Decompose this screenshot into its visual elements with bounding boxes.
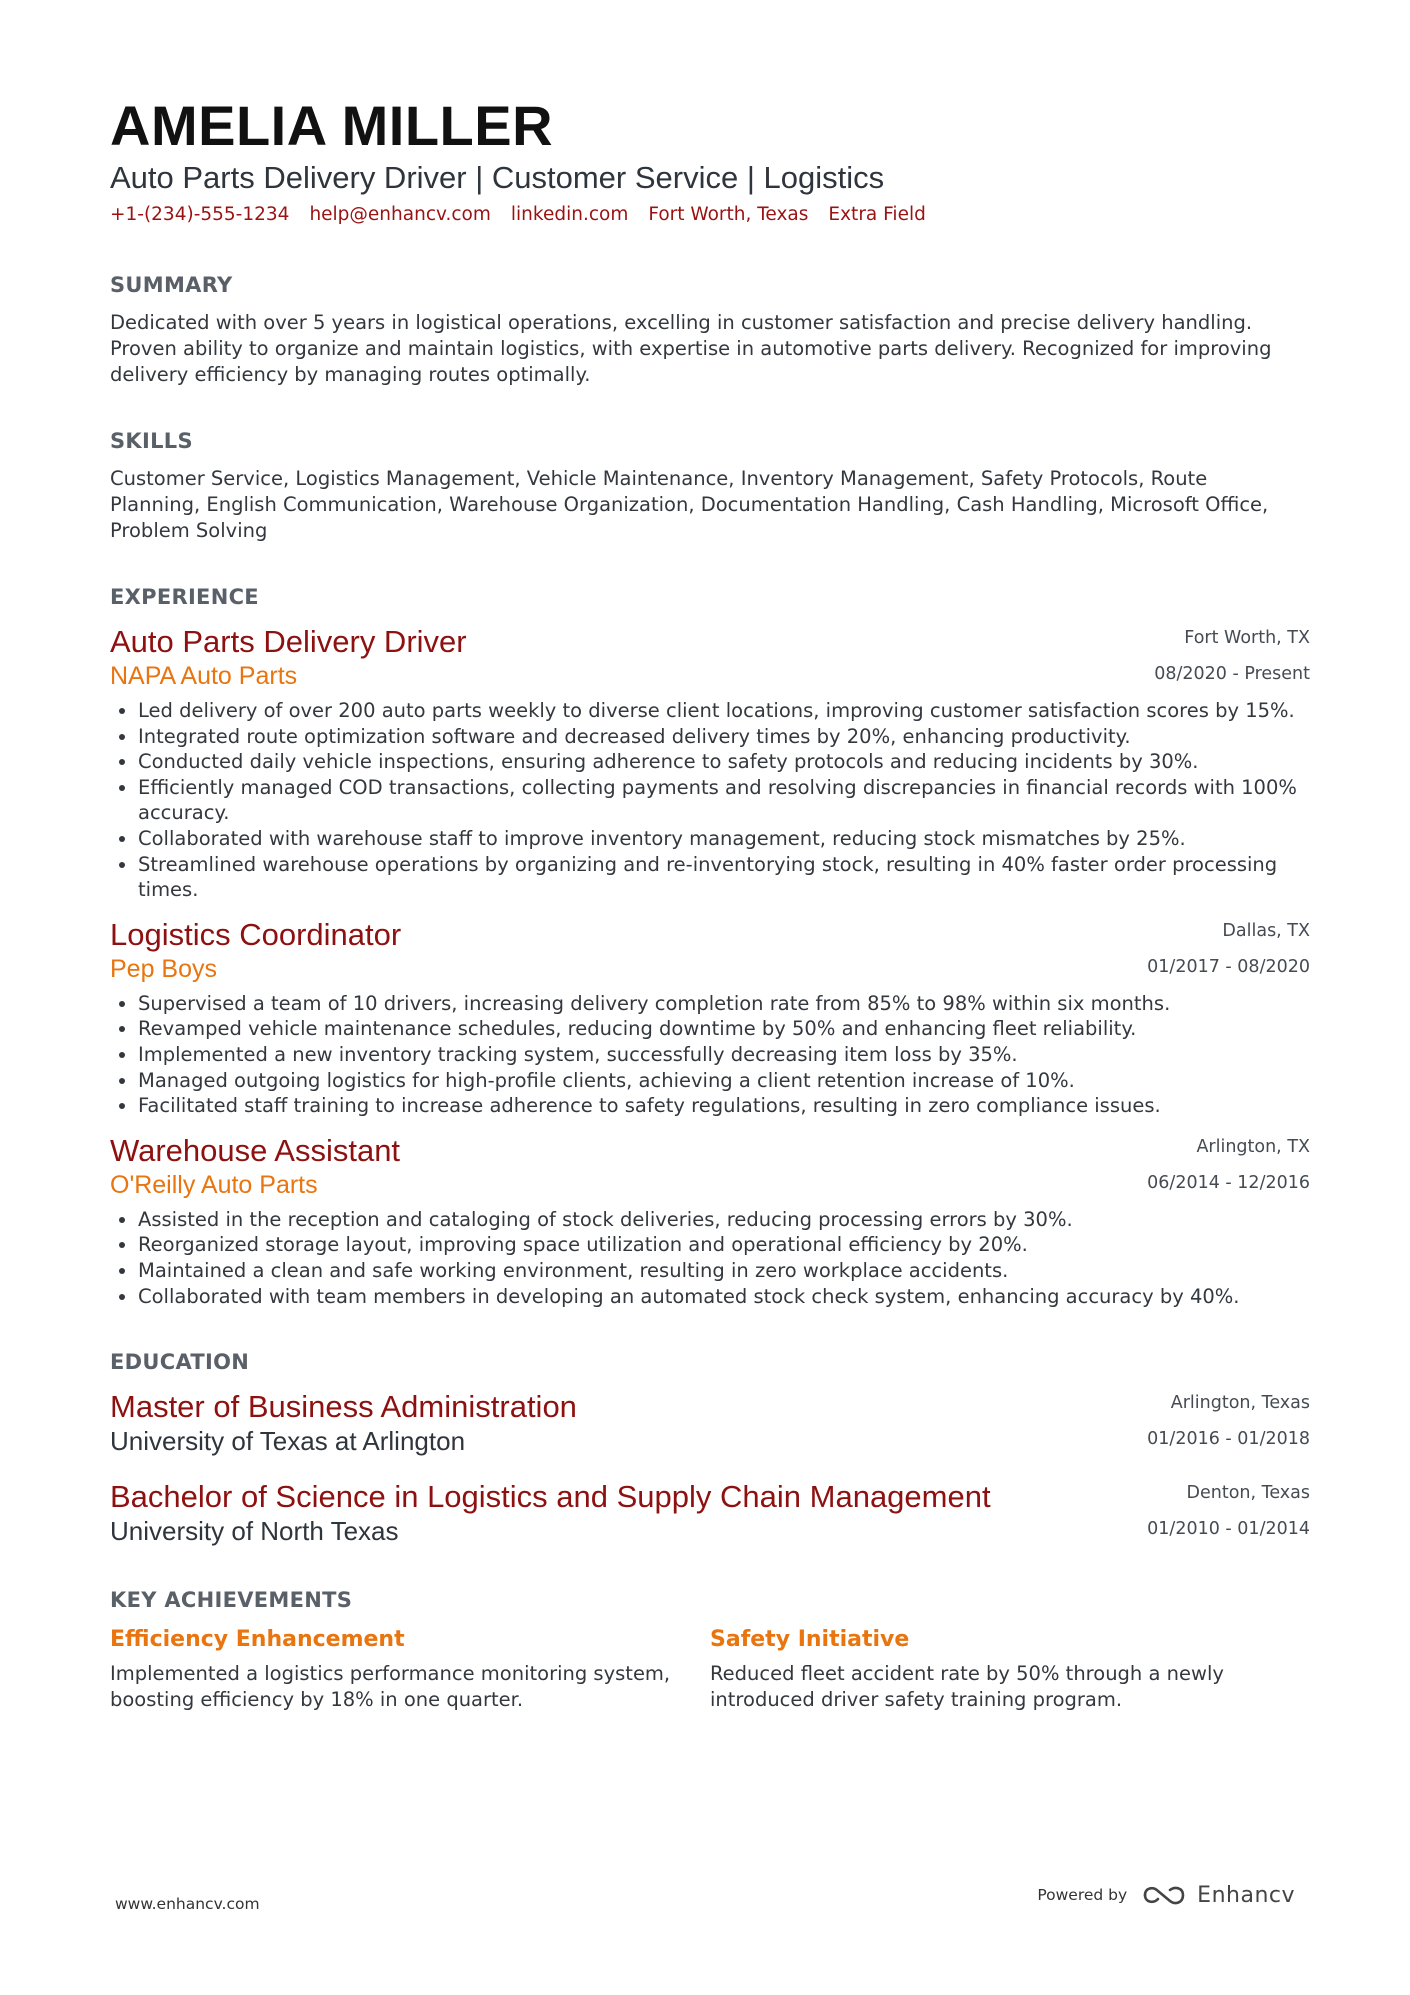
company-name: NAPA Auto Parts [110,662,298,690]
job-title: Warehouse Assistant [110,1132,401,1168]
candidate-name: AMELIA MILLER [110,94,554,157]
powered-by-label: Powered by [1037,1886,1128,1904]
contact-email[interactable]: help@enhancv.com [309,204,491,225]
achievements-row [110,1625,1310,1713]
job-dates: 01/2017 - 08/2020 [1147,956,1310,977]
achievement-card [110,1625,710,1713]
job-bullets [110,1207,1328,1309]
experience-entry [110,624,1310,903]
bullet-item: • Maintained a clean and safe working environment, resulting in zero workplace accidents. [138,1258,1328,1284]
education-entry [110,1479,1310,1547]
skills-text: Customer Service, Logistics Management, Vehicle Maintenance, Inventory Management, Safety Protocols, Route Planning, English Communication, Warehouse Organization, Documentation Handling, Cash Handling, Microsoft Office, Problem Solving [110,467,1269,542]
experience-entry [110,917,1310,1119]
job-bullets [110,991,1328,1119]
bullet-item: • Facilitated staff training to increase adherence to safety regulations, resulting in zero compliance issues. [138,1093,1328,1119]
achievement-card [710,1625,1310,1713]
resume-page [110,94,1310,1713]
experience-heading: EXPERIENCE [110,585,259,609]
school-location: Denton, Texas [1186,1483,1310,1504]
degree-title: Bachelor of Science in Logistics and Supply Chain Management [110,1479,991,1515]
enhancv-logo-icon [1141,1882,1187,1908]
school-name: University of Texas at Arlington [110,1426,466,1457]
bullet-item: • Integrated route optimization software and decreased delivery times by 20%, enhancing productivity. [138,724,1328,750]
job-dates: 08/2020 - Present [1154,664,1310,684]
achievement-title: Efficiency Enhancement [110,1627,405,1653]
contact-extra-field: Extra Field [828,204,926,225]
job-location: Fort Worth, TX [1184,628,1310,648]
bullet-item: • Implemented a new inventory tracking system, successfully decreasing item loss by 35%. [138,1042,1328,1068]
school-location: Arlington, Texas [1170,1393,1310,1414]
education-dates: 01/2016 - 01/2018 [1147,1429,1310,1450]
brand-logo[interactable] [1141,1882,1295,1908]
contact-row [110,202,1310,228]
education-entry [110,1389,1310,1457]
bullet-item: • Efficiently managed COD transactions, collecting payments and resolving discrepancies in financial records with 100% accuracy. [138,775,1328,826]
contact-linkedin[interactable]: linkedin.com [510,204,629,225]
bullet-item: • Collaborated with warehouse staff to improve inventory management, reducing stock mismatches by 25%. [138,826,1328,852]
company-name: Pep Boys [110,954,218,983]
summary-heading: SUMMARY [110,273,233,297]
bullet-item: • Conducted daily vehicle inspections, ensuring adherence to safety protocols and reducing incidents by 30%. [138,749,1328,775]
job-title: Logistics Coordinator [110,916,402,952]
bullet-item: • Collaborated with team members in developing an automated stock check system, enhancing accuracy by 40%. [138,1284,1328,1310]
bullet-item: • Supervised a team of 10 drivers, increasing delivery completion rate from 85% to 98% within six months. [138,991,1328,1017]
degree-title: Master of Business Administration [110,1389,577,1425]
achievement-title: Safety Initiative [710,1627,910,1653]
contact-location: Fort Worth, Texas [648,204,809,225]
bullet-item: • Reorganized storage layout, improving space utilization and operational efficiency by 20%. [138,1232,1328,1258]
job-dates: 06/2014 - 12/2016 [1147,1172,1310,1193]
brand-name: Enhancv [1197,1882,1295,1908]
achievement-text: Reduced fleet accident rate by 50% through a newly introduced driver safety training program. [710,1662,1224,1712]
skills-heading: SKILLS [110,429,193,453]
job-location: Dallas, TX [1222,920,1310,941]
bullet-item: • Revamped vehicle maintenance schedules, reducing downtime by 50% and enhancing fleet reliability. [138,1016,1328,1042]
candidate-headline: Auto Parts Delivery Driver | Customer Service | Logistics [110,160,885,195]
bullet-item: • Streamlined warehouse operations by organizing and re-inventorying stock, resulting in 40% faster order processing times. [138,852,1328,903]
job-bullets [110,698,1328,903]
summary-text: Dedicated with over 5 years in logistical operations, excelling in customer satisfaction and precise delivery handling. Proven ability to organize and maintain logistics, with expertise in automotive parts delivery. Recognized for improving delivery efficiency by managing routes optimally. [110,311,1272,386]
achievement-text: Implemented a logistics performance monitoring system, boosting efficiency by 18% in one quarter. [110,1662,671,1712]
school-name: University of North Texas [110,1516,399,1547]
bullet-item: • Managed outgoing logistics for high-profile clients, achieving a client retention increase of 10%. [138,1068,1328,1094]
company-name: O'Reilly Auto Parts [110,1170,318,1199]
bullet-item: • Assisted in the reception and cataloging of stock deliveries, reducing processing errors by 30%. [138,1207,1328,1233]
footer-website[interactable]: www.enhancv.com [115,1895,260,1913]
education-heading: EDUCATION [110,1350,250,1375]
job-title: Auto Parts Delivery Driver [110,624,467,659]
job-location: Arlington, TX [1196,1136,1310,1157]
footer-branding [1037,1882,1295,1908]
experience-entry [110,1133,1310,1309]
achievements-heading: KEY ACHIEVEMENTS [110,1588,353,1613]
bullet-item: • Led delivery of over 200 auto parts weekly to diverse client locations, improving customer satisfaction scores by 15%. [138,698,1328,724]
contact-phone[interactable]: +1-(234)-555-1234 [110,204,290,225]
education-dates: 01/2010 - 01/2014 [1147,1519,1310,1540]
